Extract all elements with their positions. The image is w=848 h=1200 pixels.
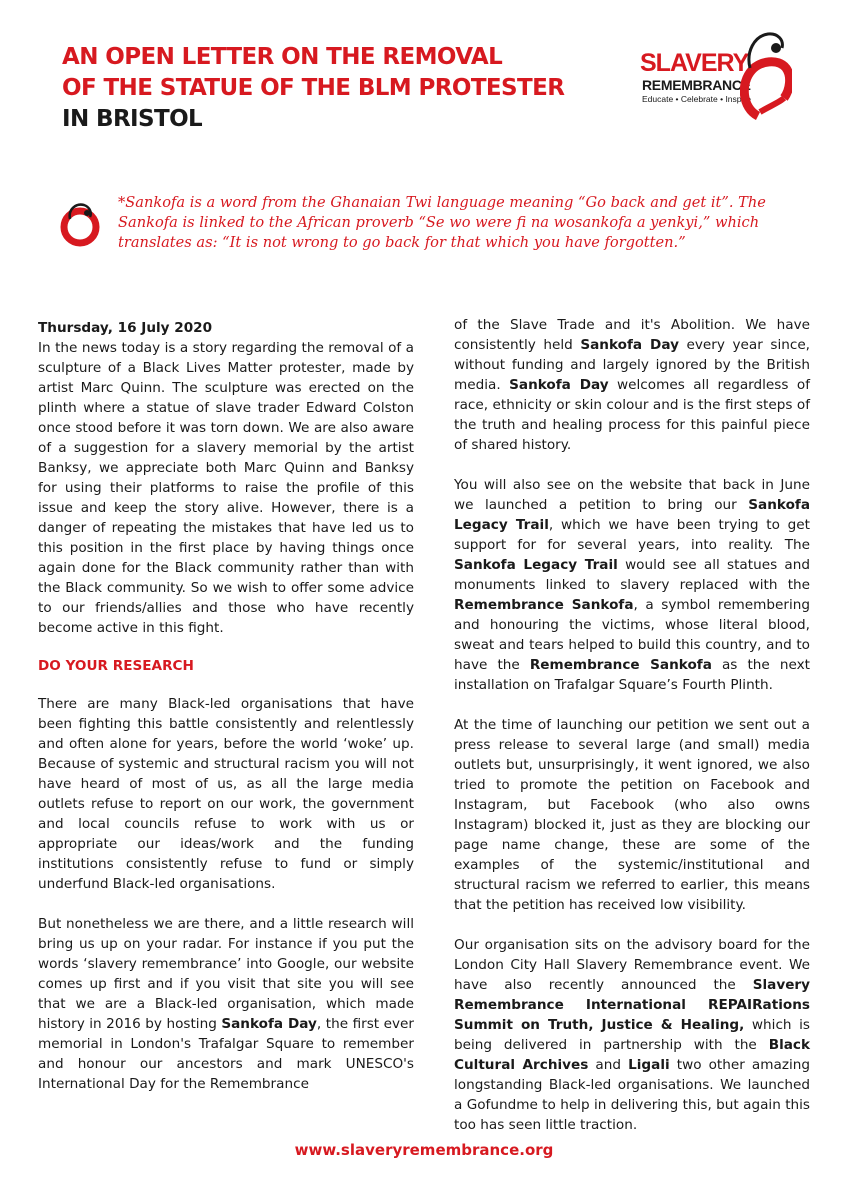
letter-column-left: [38, 318, 414, 1094]
text-span: as the next installation on Trafalgar Square’s Fourth Plinth.: [454, 657, 810, 693]
logo-text-remembrance: REMEMBRANCE: [642, 77, 751, 93]
section-heading-research: DO YOUR RESEARCH: [38, 658, 194, 674]
letter-title: [62, 42, 582, 135]
logo-tagline: Educate • Celebrate • Inspire: [642, 94, 751, 104]
title-line-3: IN BRISTOL: [62, 106, 203, 132]
sankofa-logo-icon: [60, 201, 100, 249]
highlight-summit: Slavery Remembrance International REPAIRations Summit on Truth, Justice & Healing,: [454, 977, 810, 1033]
text-span: and: [588, 1057, 629, 1073]
sankofa-bird-icon: [740, 28, 792, 120]
text-span: , which we have been trying to get support for for several years, into reality. The: [454, 517, 810, 553]
text-span: welcomes all regardless of race, ethnicity or skin colour and is the first steps of the truth and healing process for this painful piece of shared history.: [454, 377, 811, 453]
highlight-remembrance-sankofa: Remembrance Sankofa: [529, 657, 712, 673]
paragraph-petition: [454, 475, 810, 695]
text-span: , a symbol remembering and honouring the victims, whose literal blood, sweat and tears helped to build this country, and to have the: [454, 597, 811, 673]
text-span: two other amazing longstanding Black-led organisations. We launched a Gofundme to help in delivering this, but again this too has seen little traction.: [454, 1057, 810, 1133]
sankofa-definition: [60, 193, 766, 263]
highlight-sankofa-day: Sankofa Day: [509, 377, 609, 393]
sankofa-definition-text: *Sankofa is a word from the Ghanaian Twi language meaning “Go back and get it”. The Sankofa is linked to the African proverb “Se wo were fi na wosankofa a yenkyi,” which translates as: “It is not wrong to go back for that which you have forgotten.”: [118, 194, 766, 251]
text-span: You will also see on the website that back in June we launched a petition to bring our: [454, 477, 810, 513]
paragraph-press-release: At the time of launching our petition we sent out a press release to several large (and small) media outlets but, unsurprisingly, it went ignored, we also tried to promote the petition on Facebook and Instagram, but Facebook (who also owns Instagram) blocked it, just as they are blocking our page name change, these are some of the examples of the systemic/institutional and structural racism we referred to earlier, this means that the petition has received low visibility.: [454, 717, 810, 913]
highlight-black-cultural-archives: Black Cultural Archives: [454, 1037, 810, 1073]
paragraph-intro: In the news today is a story regarding the removal of a sculpture of a Black Lives Matter protester, made by artist Marc Quinn. The sculpture was erected on the plinth where a statue of slave trader Edward Colston once stood before it was torn down. We are also aware of a suggestion for a slavery memorial by the artist Banksy, we appreciate both Marc Quinn and Banksy for using their platforms to raise the profile of this issue and keep the story alive. However, there is a danger of repeating the mistakes that have led us to this position in the first place by having things once again done for the Black community rather than with the Black community. So we wish to offer some advice to our friends/allies and those who have recently become active in this fight.: [38, 340, 414, 636]
highlight-legacy-trail: Sankofa Legacy Trail: [454, 557, 618, 573]
letter-date: Thursday, 16 July 2020: [38, 320, 213, 336]
highlight-ligali: Ligali: [628, 1057, 670, 1073]
paragraph-organisations: There are many Black-led organisations that have been fighting this battle consistently and relentlessly and often alone for years, before the world ‘woke’ up. Because of systemic and structural racism you will not have heard of most of us, as all the large media outlets refuse to report on our work, the government and local councils refuse to work with us or appropriate our ideas/work and the funding institutions consistently refuse to fund or simply underfund Black-led organisations.: [38, 696, 414, 892]
text-span: of the Slave Trade and it's Abolition. We have consistently held: [454, 317, 810, 353]
letter-column-right: [454, 315, 810, 1135]
text-span: But nonetheless we are there, and a little research will bring us up on your radar. For instance if you put the words ‘slavery remembrance’ into Google, our website comes up first and if you visit that site you will see that we are a Black-led organisation, which made history in 2016 by hosting: [38, 916, 414, 1032]
slavery-remembrance-logo: [640, 28, 790, 120]
text-span: which is being delivered in partnership with the: [454, 1017, 810, 1053]
text-span: Our organisation sits on the advisory board for the London City Hall Slavery Remembrance event. We have also recently announced the: [454, 937, 810, 993]
highlight-sankofa-day: Sankofa Day: [221, 1016, 317, 1032]
logo-text-slavery: SLAVERY: [640, 49, 749, 77]
website-link[interactable]: www.slaveryremembrance.org: [294, 1141, 554, 1159]
text-span: would see all statues and monuments linked to slavery replaced with the: [454, 557, 811, 593]
title-line-2: OF THE STATUE OF THE BLM PROTESTER: [62, 75, 565, 101]
text-span: every year since, without funding and largely ignored by the British media.: [454, 337, 811, 393]
highlight-remembrance-sankofa: Remembrance Sankofa: [454, 597, 634, 613]
title-line-1: AN OPEN LETTER ON THE REMOVAL: [62, 44, 503, 70]
paragraph-summit: [454, 935, 810, 1135]
paragraph-research: [38, 914, 414, 1094]
highlight-sankofa-day: Sankofa Day: [580, 337, 679, 353]
paragraph-sankofa-day: [454, 315, 810, 455]
text-span: , the first ever memorial in London's Trafalgar Square to remember and honour our ancestors and mark UNESCO's International Day for the Remembrance: [38, 1016, 415, 1092]
highlight-legacy-trail: Sankofa Legacy Trail: [454, 497, 810, 533]
